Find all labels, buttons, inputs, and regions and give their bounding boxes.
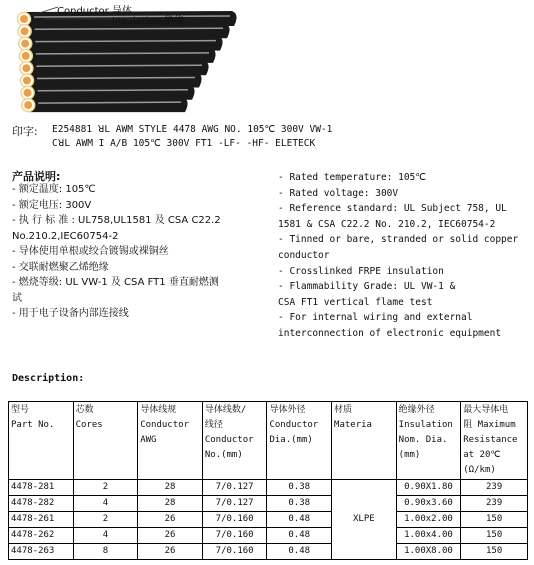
product-desc-title: 产品说明: (12, 170, 61, 183)
cell-resistance: 150 (461, 544, 528, 560)
cn-item: No.210.2,IEC60754-2 (12, 230, 119, 242)
header-part-no: 型号 Part No. (9, 402, 74, 480)
cell-conductor-no: 7/0.127 (202, 480, 267, 496)
cell-cores: 4 (73, 496, 138, 512)
conductor-core (23, 77, 31, 85)
cell-insulation-dia: 0.90x3.60 (396, 496, 461, 512)
cell-conductor-dia: 0.38 (267, 480, 332, 496)
table-row (9, 480, 528, 496)
en-item: - Rated voltage: 300V (278, 187, 399, 199)
en-item: - For internal wiring and external (278, 312, 473, 324)
cell-awg: 26 (138, 528, 203, 544)
cn-item: - 执 行 标 准 : UL758,UL1581 及 CSA C22.2 (12, 215, 221, 226)
flat-cable-diagram (0, 0, 534, 122)
conductor-core (22, 52, 30, 60)
cell-conductor-no: 7/0.160 (202, 544, 267, 560)
table-row (9, 512, 528, 528)
header-cores: 芯数 Cores (73, 402, 138, 480)
cell-cores: 2 (73, 480, 138, 496)
table-row (9, 496, 528, 512)
header-max-resistance: 最大导体电 阻 Maximum Resistance at 20℃ (Ω/km) (461, 402, 528, 480)
cell-insulation-dia: 1.00x4.00 (396, 528, 461, 544)
en-item: - Flammability Grade: UL VW-1 & (278, 281, 456, 293)
header-conductor-awg: 导体线规 Conductor AWG (138, 402, 203, 480)
header-row (9, 402, 528, 480)
cell-conductor-dia: 0.48 (267, 528, 332, 544)
cell-part-no: 4478-281 (9, 480, 74, 496)
cell-conductor-no: 7/0.160 (202, 528, 267, 544)
marking-line-1: E254881 ꓤL AWM STYLE 4478 AWG NO. 105℃ 300V VW-1 (52, 124, 333, 135)
conductor-core (22, 64, 30, 72)
cell-conductor-no: 7/0.160 (202, 512, 267, 528)
description-title: Description: (12, 373, 85, 384)
cell-conductor-dia: 0.48 (267, 544, 332, 560)
en-item: - Reference standard: UL Subject 758, UL (278, 203, 507, 215)
conductor-core (21, 27, 29, 35)
conductor-core (20, 15, 28, 23)
cn-item: - 燃烧等级: UL VW-1 及 CSA FT1 垂直耐燃测 (12, 277, 219, 288)
product-desc-cn (12, 182, 268, 322)
spec-table (8, 401, 528, 560)
cell-conductor-no: 7/0.127 (202, 496, 267, 512)
cable-highlight (38, 102, 181, 103)
header-conductor-no: 导体线数/ 线径 Conductor No.(mm) (202, 402, 267, 480)
cell-part-no: 4478-282 (9, 496, 74, 512)
conductor-core (21, 40, 29, 48)
cable-highlight (36, 53, 209, 54)
cell-part-no: 4478-261 (9, 512, 74, 528)
cell-cores: 8 (73, 544, 138, 560)
cn-item: - 交联耐燃聚乙烯绝缘 (12, 261, 109, 273)
cell-conductor-dia: 0.48 (267, 512, 332, 528)
en-item: conductor (278, 249, 330, 261)
cell-cores: 2 (73, 512, 138, 528)
en-item: - Rated temperature: 105℃ (278, 172, 426, 183)
header-material: 材质 Materia (332, 402, 397, 480)
cell-conductor-dia: 0.38 (267, 496, 332, 512)
cell-insulation-dia: 0.90X1.80 (396, 480, 461, 496)
table-row (9, 528, 528, 544)
cell-insulation-dia: 1.00X8.00 (396, 544, 461, 560)
cell-awg: 26 (138, 512, 203, 528)
cell-resistance: 239 (461, 480, 528, 496)
conductor-core (24, 101, 32, 109)
cell-cores: 4 (73, 528, 138, 544)
marking-line-2: CꓤL AWM I A/B 105℃ 300V FT1 -LF- -HF- ELETECK (52, 138, 316, 149)
cell-awg: 26 (138, 544, 203, 560)
cable-highlight (35, 28, 223, 29)
en-item: 1581 & CSA C22.2 No. 210.2, IEC60754-2 (278, 218, 496, 230)
cell-material: XLPE (332, 480, 397, 560)
en-item: - Tinned or bare, stranded or solid copper (278, 234, 519, 246)
cell-resistance: 150 (461, 512, 528, 528)
conductor-core (24, 89, 32, 97)
cn-item: - 导体使用单根或绞合镀锡或裸铜丝 (12, 246, 169, 257)
cell-awg: 28 (138, 496, 203, 512)
en-item: - Crosslinked FRPE insulation (278, 265, 444, 277)
cn-item: - 额定电压: 300V (12, 199, 92, 211)
insulation-label: Insulation 绝缘 (112, 16, 185, 27)
cell-part-no: 4478-262 (9, 528, 74, 544)
marking-prefix: 印字: (12, 125, 38, 138)
cell-awg: 28 (138, 480, 203, 496)
cable-highlight (37, 78, 195, 79)
header-conductor-dia: 导体外径 Conductor Dia.(mm) (267, 402, 332, 480)
cn-item: 试 (12, 292, 22, 304)
cn-item: - 额定温度: 105℃ (12, 184, 96, 195)
cable-highlight (36, 65, 202, 66)
cable-highlight (38, 90, 188, 91)
en-item: interconnection of electronic equipment (278, 327, 502, 339)
header-insulation-dia: 绝缘外径 Insulation Nom. Dia. (mm) (396, 402, 461, 480)
product-desc-en (278, 170, 528, 342)
table-row (9, 544, 528, 560)
cell-resistance: 150 (461, 528, 528, 544)
cable-highlight (35, 41, 216, 42)
cell-insulation-dia: 1.00x2.00 (396, 512, 461, 528)
en-item: CSA FT1 vertical flame test (278, 296, 433, 308)
cn-item: - 用于电子设备内部连接线 (12, 308, 129, 319)
cell-part-no: 4478-263 (9, 544, 74, 560)
cell-resistance: 239 (461, 496, 528, 512)
conductor-label: Conductor 导体 (57, 6, 132, 17)
